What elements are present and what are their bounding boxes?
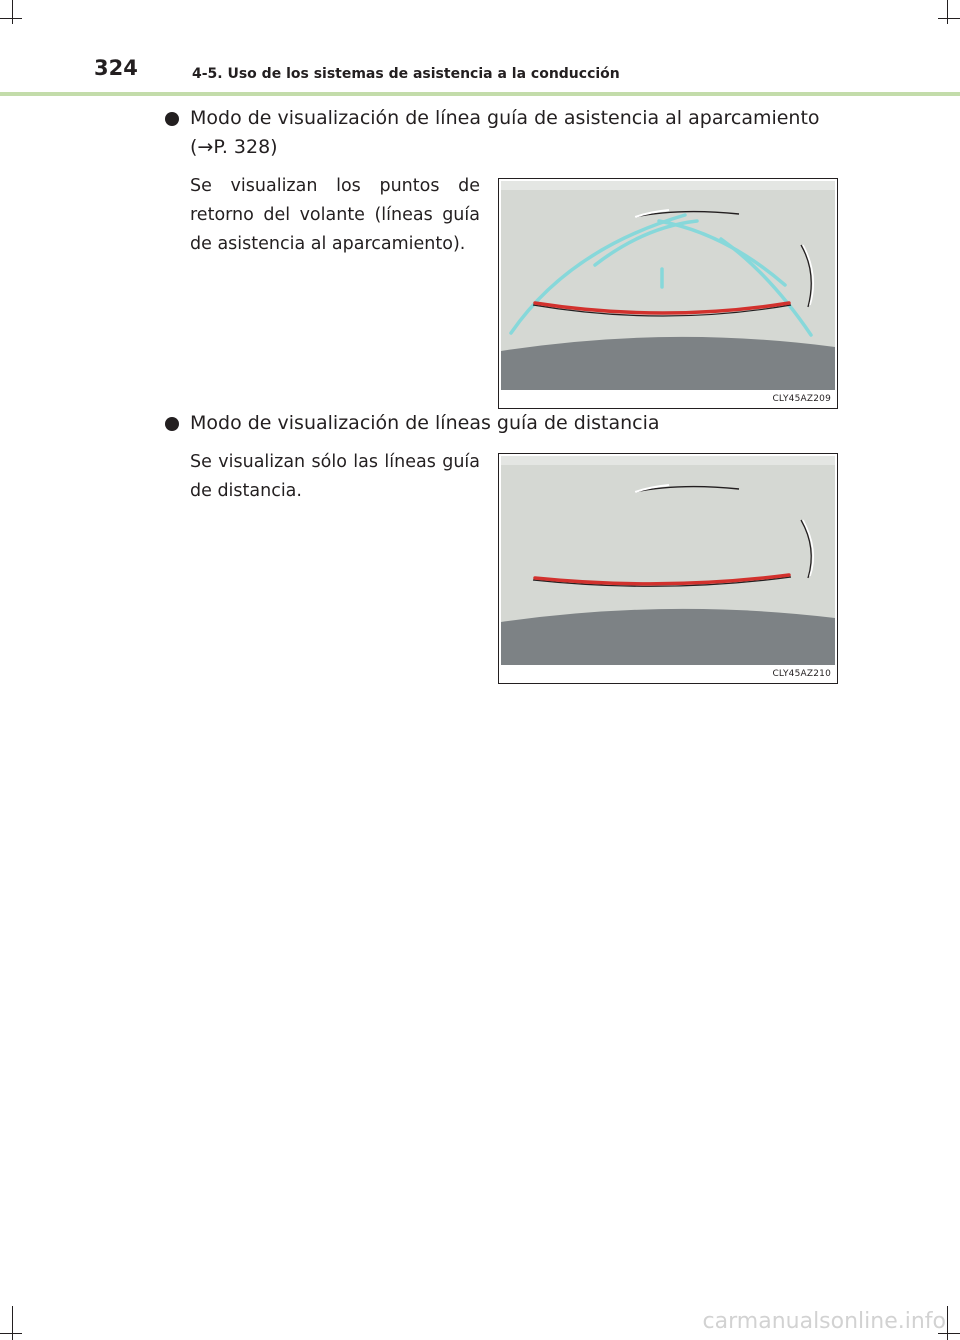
crop-mark bbox=[0, 1333, 22, 1334]
figure-code: CLY45AZ209 bbox=[772, 394, 831, 404]
figure-code: CLY45AZ210 bbox=[772, 669, 831, 679]
parking-assist-illustration bbox=[499, 179, 837, 408]
bullet-icon bbox=[165, 112, 179, 126]
crop-mark bbox=[947, 1306, 948, 1340]
camera-display-figure bbox=[498, 453, 838, 684]
crop-mark bbox=[0, 18, 22, 19]
page-reference-link[interactable]: (→P. 328) bbox=[190, 136, 278, 158]
header-divider bbox=[0, 92, 960, 96]
page-number: 324 bbox=[94, 56, 138, 80]
section-description: Se visualizan los puntos de retorno del volante (líneas guía de asistencia al aparcamiento). bbox=[190, 176, 480, 254]
crop-mark bbox=[938, 18, 960, 19]
crop-mark bbox=[12, 1306, 13, 1340]
bullet-icon bbox=[165, 417, 179, 431]
crop-mark bbox=[12, 0, 13, 24]
camera-display-figure bbox=[498, 178, 838, 409]
page-header bbox=[88, 56, 868, 92]
crop-mark bbox=[947, 0, 948, 24]
section-description: Se visualizan sólo las líneas guía de distancia. bbox=[190, 452, 480, 501]
distance-lines-illustration bbox=[499, 454, 837, 683]
watermark: carmanualsonline.info bbox=[702, 1309, 946, 1334]
section-heading: Modo de visualización de línea guía de asistencia al aparcamiento bbox=[190, 107, 820, 129]
section-heading: Modo de visualización de líneas guía de distancia bbox=[190, 412, 660, 434]
chapter-title: 4-5. Uso de los sistemas de asistencia a la conducción bbox=[192, 66, 620, 82]
